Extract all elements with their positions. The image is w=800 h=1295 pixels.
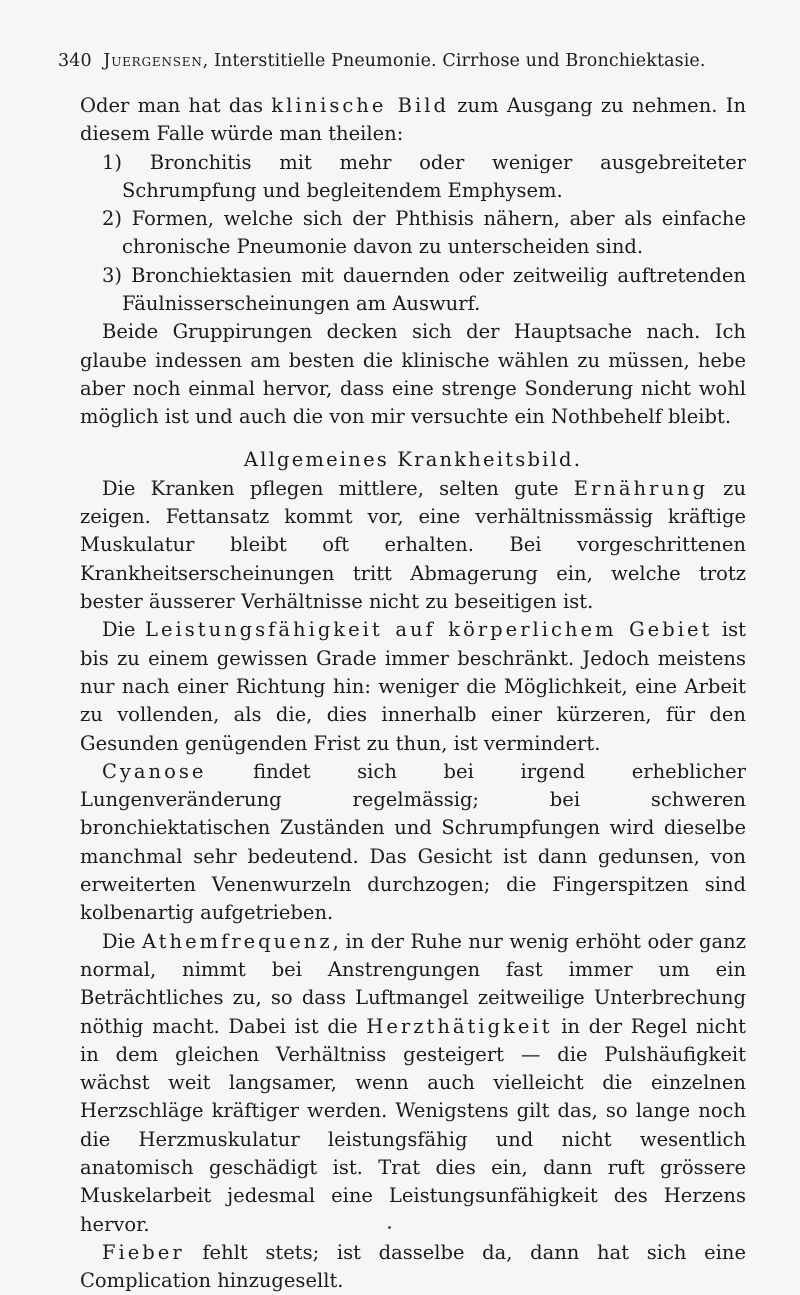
list-item: 1) Bronchitis mit mehr oder weniger ausgebreiteter Schrumpfung und begleitendem Emphysem. <box>102 150 746 202</box>
list-item: 3) Bronchiektasien mit dauernden oder zeitweilig auftretenden Fäulnisserscheinungen am Auswurf. <box>102 263 746 316</box>
emphasis-athemfrequenz: Athemfrequenz <box>141 929 333 953</box>
emphasis-leistungsfaehigkeit: Leistungsfähigkeit auf körperlichem Gebiet <box>145 618 713 642</box>
list-item: 2) Formen, welche sich der Phthisis nähern, aber als einfache chronische Pneumonie davon zu unterscheiden sind. <box>102 207 746 259</box>
section-heading: Allgemeines Krankheitsbild. <box>243 447 583 471</box>
paragraph-beide: Beide Gruppirungen decken sich der Hauptsache nach. Ich glaube indessen am besten die klinische wählen zu müssen, hebe aber noch einmal hervor, dass eine strenge Sonderung nicht wohl möglich ist und auch die von mir versuchte ein Nothbehelf bleibt. <box>80 320 746 429</box>
running-header <box>58 51 748 71</box>
paragraph-fieber: Fieber fehlt stets; ist dasselbe da, dann hat sich eine Complication hinzugesellt. <box>80 1240 746 1293</box>
emphasis-klinische-bild: klinische Bild <box>271 94 449 117</box>
intro-paragraph: Oder man hat das klinische Bild zum Ausgang zu nehmen. In diesem Falle würde man theilen: <box>80 94 747 146</box>
print-speck <box>388 1226 391 1229</box>
emphasis-fieber: Fieber <box>102 1240 185 1264</box>
page-number: 340 <box>58 51 92 71</box>
emphasis-ernaehrung: Ernährung <box>573 476 708 500</box>
header-title: , Interstitielle Pneumonie. Cirrhose und Bronchiektasie. <box>202 51 706 71</box>
main-text <box>80 92 746 1295</box>
classification-list <box>80 149 746 319</box>
paragraph-ernaehrung: Die Kranken pflegen mittlere, selten gute Ernährung zu zeigen. Fettansatz kommt vor, eine verhältnissmässig kräftige Muskulatur bleibt oft erhalten. Bei vorgeschrittenen Krankheitserscheinungen tritt Abmagerung ein, welche trotz bester äusserer Verhältnisse nicht zu beseitigen ist. <box>80 476 747 614</box>
paragraph-athemfrequenz: Die Athemfrequenz, in der Ruhe nur wenig erhöht oder ganz normal, nimmt bei Anstrengungen fast immer um ein Beträchtliches zu, so dass Luftmangel zeitweilige Unterbrechung nöthig macht. Dabei ist die Herzthätigkeit in der Regel nicht in dem gleichen Verhältniss gesteigert — die Pulshäufigkeit wächst weit langsamer, wenn auch vielleicht die einzelnen Herzschläge kräftiger werden. Wenigstens gilt das, so lange noch die Herzmuskulatur leistungsfähig und nicht wesentlich anatomisch geschädigt ist. Trat dies ein, dann ruft grössere Muskelarbeit jedesmal eine Leistungsunfähigkeit des Herzens hervor. <box>80 929 747 1236</box>
header-author: Juergensen <box>103 51 203 71</box>
paragraph-cyanose: Cyanose findet sich bei irgend erheblicher Lungenveränderung regelmässig; bei schweren bronchiektatischen Zuständen und Schrumpfungen wird dieselbe manchmal sehr bedeutend. Das Gesicht ist dann gedunsen, von erweiterten Venenwurzeln durchzogen; die Fingerspitzen sind kolbenartig aufgetrieben. <box>80 759 746 925</box>
emphasis-cyanose: Cyanose <box>102 759 207 783</box>
emphasis-herzthaetigkeit: Herzthätigkeit <box>366 1014 553 1038</box>
paragraph-leistungsfaehigkeit: Die Leistungsfähigkeit auf körperlichem Gebiet ist bis zu einem gewissen Grade immer beschränkt. Jedoch meistens nur nach einer Richtung hin: weniger die Möglichkeit, eine Arbeit zu vollenden, als die, dies innerhalb einer kürzeren, für den Gesunden genügenden Frist zu thun, ist vermindert. <box>80 618 746 755</box>
